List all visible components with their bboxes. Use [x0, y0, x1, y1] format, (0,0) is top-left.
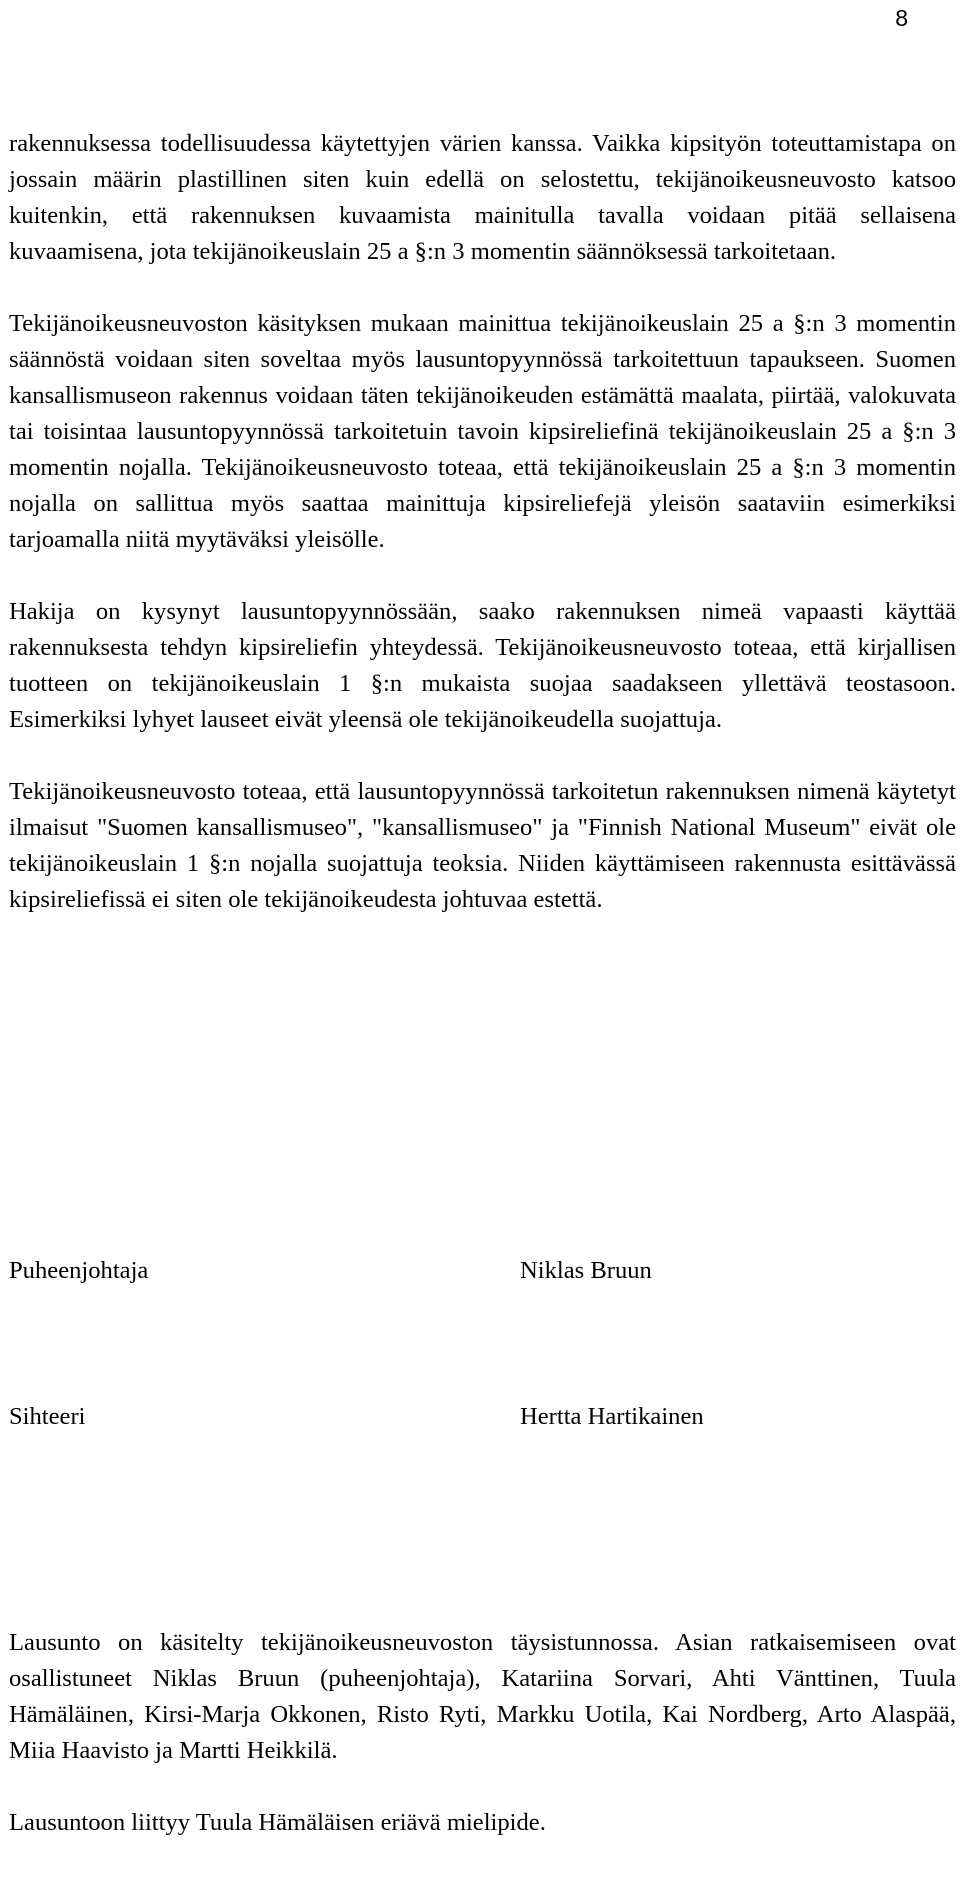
- signature-role-chair: Puheenjohtaja: [9, 1257, 149, 1284]
- paragraph-3: Hakija on kysynyt lausuntopyynnössään, saako rakennuksen nimeä vapaasti käyttää rakennuksesta tehdyn kipsireliefin yhteydessä. Tekijänoikeusneuvosto toteaa, että kirjallisen tuotteen on tekijänoikeuslain 1 §:n mukaista suojaa saadakseen yllettävä teostasoon. Esimerkiksi lyhyet lauseet eivät yleensä ole tekijänoikeudella suojattuja.: [9, 598, 956, 733]
- signature-name-chair: Niklas Bruun: [520, 1257, 652, 1284]
- dissent-note: Lausuntoon liittyy Tuula Hämäläisen eriävä mielipide.: [9, 1809, 546, 1836]
- closing-paragraph: Lausunto on käsitelty tekijänoikeusneuvoston täysistunnossa. Asian ratkaisemiseen ovat osallistuneet Niklas Bruun (puheenjohtaja), Katariina Sorvari, Ahti Vänttinen, Tuula Hämäläinen, Kirsi-Marja Okkonen, Risto Ryti, Markku Uotila, Kai Nordberg, Arto Alaspää, Miia Haavisto ja Martti Heikkilä.: [9, 1629, 956, 1764]
- paragraph-4: Tekijänoikeusneuvosto toteaa, että lausuntopyynnössä tarkoitetun rakennuksen nimenä käytetyt ilmaisut "Suomen kansallismuseo", "kansallismuseo" ja "Finnish National Museum" eivät ole tekijänoikeuslain 1 §:n nojalla suojattuja teoksia. Niiden käyttämiseen rakennusta esittävässä kipsireliefissä ei siten ole tekijänoikeudesta johtuvaa estettä.: [9, 778, 956, 913]
- signature-name-secretary: Hertta Hartikainen: [520, 1403, 704, 1430]
- signature-chair: [9, 1253, 909, 1289]
- signature-secretary: [9, 1399, 909, 1435]
- page-number: 8: [895, 5, 908, 31]
- closing-section: [9, 1625, 956, 1877]
- document-body: [9, 126, 956, 954]
- paragraph-1: rakennuksessa todellisuudessa käytettyjen värien kanssa. Vaikka kipsityön toteuttamistapa on jossain määrin plastillinen siten kuin edellä on selostettu, tekijänoikeusneuvosto katsoo kuitenkin, että rakennuksen kuvaamista mainitulla tavalla voidaan pitää sellaisena kuvaamisena, jota tekijänoikeuslain 25 a §:n 3 momentin säännöksessä tarkoitetaan.: [9, 130, 956, 265]
- signature-role-secretary: Sihteeri: [9, 1403, 86, 1430]
- paragraph-2: Tekijänoikeusneuvoston käsityksen mukaan mainittua tekijänoikeuslain 25 a §:n 3 momentin säännöstä voidaan siten soveltaa myös lausuntopyynnössä tarkoitettuun tapaukseen. Suomen kansallismuseon rakennus voidaan täten tekijänoikeuden estämättä maalata, piirtää, valokuvata tai toisintaa lausuntopyynnössä tarkoitetuin tavoin kipsireliefinä tekijänoikeuslain 25 a §:n 3 momentin nojalla. Tekijänoikeusneuvosto toteaa, että tekijänoikeuslain 25 a §:n 3 momentin nojalla on sallittua myös saattaa mainittuja kipsireliefejä yleisön saataviin esimerkiksi tarjoamalla niitä myytäväksi yleisölle.: [9, 310, 956, 553]
